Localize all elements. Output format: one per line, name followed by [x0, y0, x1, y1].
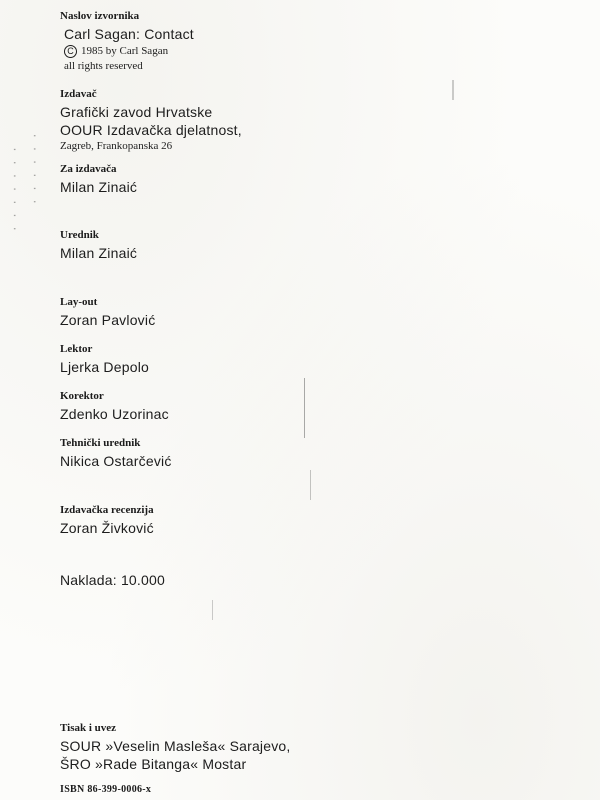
library-stamp-mark-2: · · · · · · — [30, 132, 42, 205]
proofreader-value: Zdenko Uzorinac — [60, 406, 169, 422]
publisher-name: Grafički zavod Hrvatske — [60, 104, 213, 120]
technical-editor-value: Nikica Ostarčević — [60, 453, 172, 469]
printing-label: Tisak i uvez — [60, 722, 117, 734]
publisher-section — [60, 88, 390, 154]
copyright-icon: C — [64, 45, 77, 58]
isbn-section — [60, 784, 390, 796]
layout-section — [60, 296, 390, 329]
review-section — [60, 504, 390, 537]
proofreader-label: Korektor — [60, 390, 104, 402]
original-title-label: Naslov izvornika — [60, 10, 140, 22]
original-title-value: Carl Sagan: Contact — [64, 26, 194, 42]
technical-editor-label: Tehnički urednik — [60, 437, 141, 449]
lector-value: Ljerka Depolo — [60, 359, 149, 375]
layout-value: Zoran Pavlović — [60, 312, 156, 328]
paper-speck — [452, 80, 454, 100]
publisher-division: OOUR Izdavačka djelatnost, — [60, 122, 242, 138]
original-title-section — [60, 10, 390, 74]
editor-label: Urednik — [60, 229, 99, 241]
printing-line-1: SOUR »Veselin Masleša« Sarajevo, — [60, 738, 291, 754]
lector-section — [60, 343, 390, 376]
rights-text: all rights reserved — [64, 60, 143, 72]
printing-line-2: ŠRO »Rade Bitanga« Mostar — [60, 756, 247, 772]
copyright-line — [64, 44, 390, 59]
isbn-value: ISBN 86-399-0006-x — [60, 784, 152, 795]
review-value: Zoran Živković — [60, 520, 154, 536]
editor-value: Milan Zinaić — [60, 245, 138, 261]
layout-label: Lay-out — [60, 296, 98, 308]
library-stamp-mark: · · · · · · · — [10, 146, 22, 232]
print-run-value: Naklada: 10.000 — [60, 572, 165, 588]
lector-label: Lektor — [60, 343, 93, 355]
for-publisher-label: Za izdavača — [60, 163, 117, 175]
for-publisher-value: Milan Zinaić — [60, 179, 138, 195]
paper-speck — [212, 600, 213, 620]
copyright-text: 1985 by Carl Sagan — [81, 45, 169, 57]
for-publisher-section — [60, 163, 390, 196]
technical-editor-section — [60, 437, 390, 470]
print-run-section — [60, 571, 390, 589]
publisher-label: Izdavač — [60, 88, 97, 100]
printing-section — [60, 722, 390, 773]
proofreader-section — [60, 390, 390, 423]
review-label: Izdavačka recenzija — [60, 504, 154, 516]
publisher-address: Zagreb, Frankopanska 26 — [60, 140, 173, 152]
paper-speck — [310, 470, 311, 500]
editor-section — [60, 229, 390, 262]
